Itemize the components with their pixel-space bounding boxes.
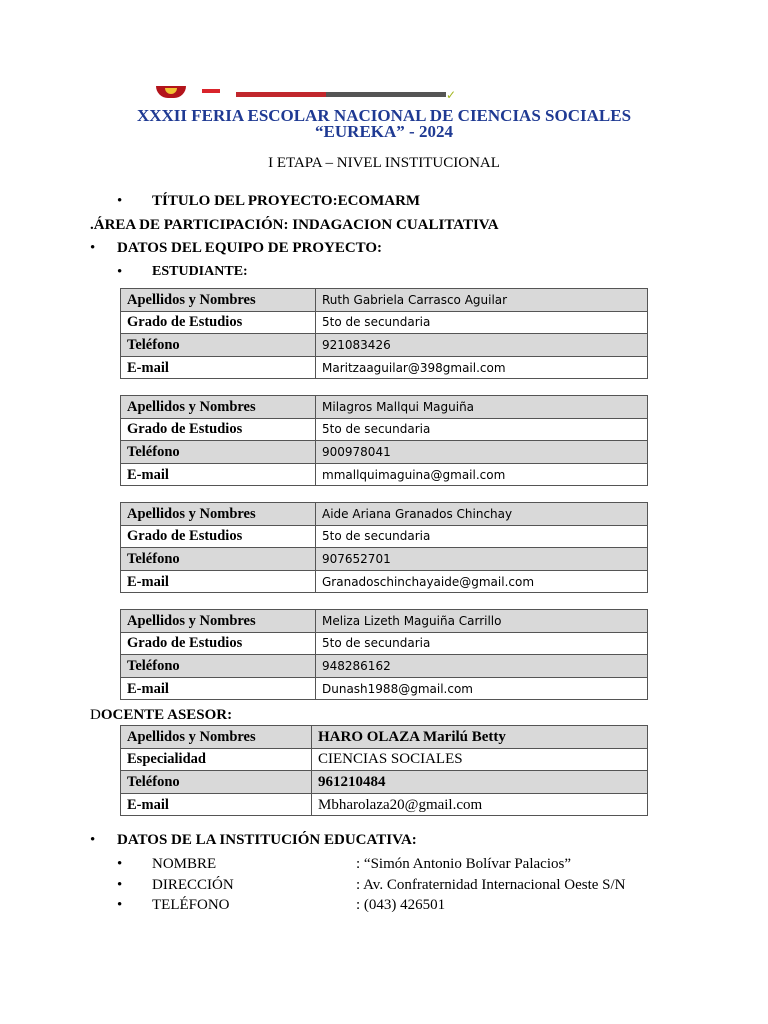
field-label: Apellidos y Nombres	[121, 726, 312, 749]
table-row	[121, 632, 648, 655]
institution-heading: DATOS DE LA INSTITUCIÓN EDUCATIVA:	[117, 832, 417, 848]
table-row	[121, 418, 648, 441]
school-seal-icon	[156, 86, 186, 98]
field-label: Apellidos y Nombres	[121, 289, 316, 312]
student-phone: 907652701	[316, 548, 648, 571]
student-table-1	[120, 288, 648, 379]
advisor-specialty: CIENCIAS SOCIALES	[312, 748, 648, 771]
field-label: E-mail	[121, 463, 316, 486]
student-email: mmallquimaguina@gmail.com	[316, 463, 648, 486]
advisor-phone: 961210484	[312, 771, 648, 794]
institution-label-name: NOMBRE	[152, 856, 217, 872]
student-name: Meliza Lizeth Maguiña Carrillo	[316, 610, 648, 633]
table-row	[121, 570, 648, 593]
bullet-icon: •	[90, 832, 96, 848]
stage-label: I ETAPA – NIVEL INSTITUCIONAL	[268, 155, 500, 171]
table-row	[121, 441, 648, 464]
student-table-2	[120, 395, 648, 486]
student-email: Maritzaaguilar@398gmail.com	[316, 356, 648, 379]
flag-stripe-red	[236, 92, 326, 97]
table-row	[121, 525, 648, 548]
table-row	[121, 396, 648, 419]
student-email: Dunash1988@gmail.com	[316, 677, 648, 700]
institution-value-address: : Av. Confraternidad Internacional Oeste S/N	[356, 877, 626, 893]
field-label: Apellidos y Nombres	[121, 396, 316, 419]
table-row	[121, 748, 648, 771]
header-logos	[150, 86, 480, 102]
advisor-table	[120, 725, 648, 816]
flag-stripe-gray	[326, 92, 446, 97]
field-label: Grado de Estudios	[121, 311, 316, 334]
field-label: Teléfono	[121, 334, 316, 357]
bullet-icon: •	[117, 264, 123, 280]
student-name: Aide Ariana Granados Chinchay	[316, 503, 648, 526]
student-grade: 5to de secundaria	[316, 418, 648, 441]
fair-title: XXXII FERIA ESCOLAR NACIONAL DE CIENCIAS SOCIALES	[136, 106, 632, 125]
table-row	[121, 356, 648, 379]
table-row	[121, 655, 648, 678]
field-label: Grado de Estudios	[121, 632, 316, 655]
student-grade: 5to de secundaria	[316, 311, 648, 334]
student-phone: 948286162	[316, 655, 648, 678]
student-email: Granadoschinchayaide@gmail.com	[316, 570, 648, 593]
table-row	[121, 334, 648, 357]
table-row	[121, 793, 648, 816]
field-label: Grado de Estudios	[121, 525, 316, 548]
field-label: E-mail	[121, 356, 316, 379]
student-grade: 5to de secundaria	[316, 632, 648, 655]
participation-area: .ÁREA DE PARTICIPACIÓN: INDAGACION CUALITATIVA	[90, 217, 499, 233]
field-label: Teléfono	[121, 441, 316, 464]
student-name: Milagros Mallqui Maguiña	[316, 396, 648, 419]
table-row	[121, 677, 648, 700]
field-label: Teléfono	[121, 655, 316, 678]
institution-value-phone: : (043) 426501	[356, 897, 446, 913]
student-phone: 900978041	[316, 441, 648, 464]
fair-subtitle: “EUREKA” - 2024	[315, 122, 453, 141]
advisor-heading-initial: D	[90, 707, 101, 723]
student-heading: ESTUDIANTE:	[152, 264, 248, 279]
advisor-heading-rest: OCENTE ASESOR:	[100, 707, 233, 723]
field-label: Especialidad	[121, 748, 312, 771]
table-row	[121, 610, 648, 633]
student-table-3	[120, 502, 648, 593]
student-grade: 5to de secundaria	[316, 525, 648, 548]
institution-label-phone: TELÉFONO	[152, 897, 230, 913]
student-phone: 921083426	[316, 334, 648, 357]
bullet-icon: •	[117, 877, 123, 893]
field-label: Apellidos y Nombres	[121, 610, 316, 633]
field-label: E-mail	[121, 570, 316, 593]
field-label: Teléfono	[121, 771, 312, 794]
bullet-icon: •	[117, 193, 123, 209]
student-name: Ruth Gabriela Carrasco Aguilar	[316, 289, 648, 312]
ministry-logo-icon	[202, 89, 220, 93]
field-label: Grado de Estudios	[121, 418, 316, 441]
table-row	[121, 311, 648, 334]
table-row	[121, 548, 648, 571]
table-row	[121, 771, 648, 794]
table-row	[121, 463, 648, 486]
eureka-leaf-icon: ✓	[446, 88, 457, 102]
field-label: Teléfono	[121, 548, 316, 571]
table-row	[121, 503, 648, 526]
project-title: TÍTULO DEL PROYECTO:ECOMARM	[152, 193, 421, 209]
student-table-4	[120, 609, 648, 700]
field-label: E-mail	[121, 677, 316, 700]
table-row	[121, 726, 648, 749]
advisor-heading	[90, 706, 232, 724]
bullet-icon: •	[117, 856, 123, 872]
bullet-icon: •	[117, 897, 123, 913]
bullet-icon: •	[90, 240, 96, 256]
team-section-heading: DATOS DEL EQUIPO DE PROYECTO:	[117, 240, 383, 256]
field-label: E-mail	[121, 793, 312, 816]
institution-value-name: : “Simón Antonio Bolívar Palacios”	[356, 856, 571, 872]
table-row	[121, 289, 648, 312]
advisor-email: Mbharolaza20@gmail.com	[312, 793, 648, 816]
advisor-name: HARO OLAZA Marilú Betty	[312, 726, 648, 749]
institution-label-address: DIRECCIÓN	[152, 877, 234, 893]
field-label: Apellidos y Nombres	[121, 503, 316, 526]
